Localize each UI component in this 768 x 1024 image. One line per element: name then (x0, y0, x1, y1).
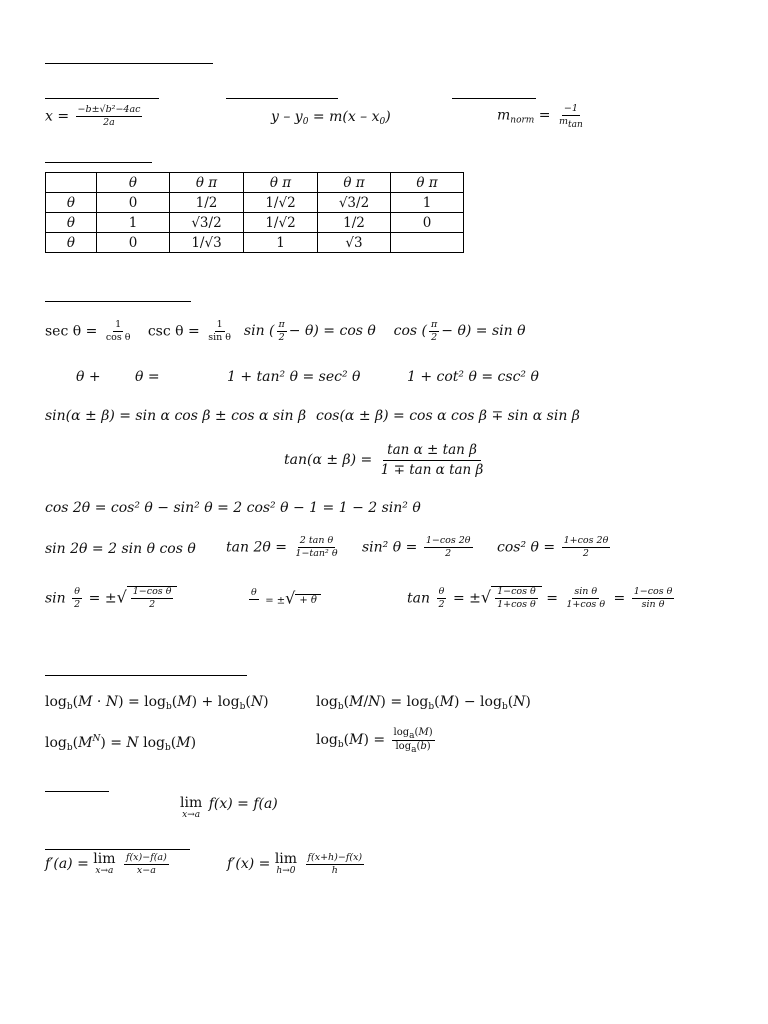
table-cell: 0 (97, 193, 170, 213)
table-row (46, 233, 464, 253)
table-cell (391, 233, 464, 253)
tan-half-angle: tan $\frac{\theta}{2}$ = ±√ $\frac{\text{1−cos θ}}{\text{1+cos θ}}$ = $\frac{\text{sin θ}}{\text{1+cos θ}}$ = $\frac{\text{1−cos θ}}{\text{sin θ}}$ (407, 586, 673, 610)
pythagorean-4: 1 + cot² θ = csc² θ (407, 369, 539, 385)
heading-rule-trig-table (45, 162, 152, 163)
heading-rule-quadratic (45, 98, 159, 99)
log-quotient-rule: $\log_b(M/N) = \log_b(M) - \log_b(N)$ (316, 694, 531, 712)
sin-half-angle: sin $\frac{\theta}{2}$ = ±√ $\frac{\text{1−cos θ}}{2}$ (45, 586, 177, 610)
cos-double-angle: cos 2θ = cos² θ − sin² θ = 2 cos² θ − 1 = 1 − 2 sin² θ (45, 500, 421, 516)
heading-rule-identities (45, 301, 191, 302)
heading-rule-derivative (45, 849, 190, 850)
table-cell: 0 (391, 213, 464, 233)
table-cell: 1/2 (170, 193, 244, 213)
table-cell: θ π (391, 173, 464, 193)
sin-squared-formula: sin² θ = $\frac{1-\cos 2\theta}{2}$ (362, 535, 471, 559)
derivative-function: f′(x) = lim h→0 $\frac{f(x+h)-f(x)}{h}$ (227, 851, 363, 876)
tan-sum-formula: tan(α ± β) = $\frac{\text{tan α ± tan β}}{\text{1 ∓ tan α tan β}}$ (284, 442, 484, 479)
reciprocal-identities: sec θ = $\frac{1}{\text{cos θ}}$ csc θ = $\frac{1}{\text{sin θ}}$ sin ( $\frac{\pi}{2}$ − θ) = cos θ cos ( $\frac{\pi}{2}$ − θ) = sin θ (45, 319, 526, 343)
sin-sum-formula: sin(α ± β) = sin α cos β ± cos α sin β (45, 408, 307, 424)
derivative-at-point: f′(a) = lim x→a $\frac{f(x)-f(a)}{x-a}$ (45, 851, 167, 876)
pythagorean-2: θ = (135, 369, 160, 385)
table-header-row (46, 173, 464, 193)
trig-values-table (45, 172, 464, 253)
table-cell: θ (46, 213, 97, 233)
table-cell: θ (46, 233, 97, 253)
table-row (46, 193, 464, 213)
table-cell: θ π (244, 173, 318, 193)
limit-continuity: lim x→a f(x) = f(a) (180, 795, 278, 820)
quadratic-formula: x = $\frac{\text{−b±√b²−4ac}}{2a}$ (45, 104, 141, 128)
heading-rule-normal (452, 98, 536, 99)
heading-rule-point-slope (226, 98, 338, 99)
heading-rule-1 (45, 63, 213, 64)
cos-squared-formula: cos² θ = $\frac{1+\cos 2\theta}{2}$ (497, 535, 609, 559)
table-cell: 1 (244, 233, 318, 253)
heading-rule-logs (45, 675, 247, 676)
table-cell: 0 (97, 233, 170, 253)
tan-double-angle: tan 2θ = $\frac{\text{2 tan θ}}{\text{1−tan² θ}}$ (226, 535, 338, 559)
table-row (46, 213, 464, 233)
log-power-rule: $\log_b(M^N) = N$ $\log_b(M)$ (45, 734, 197, 753)
cos-half-angle: θ = ±√ + θ (247, 588, 321, 611)
table-cell: 1 (391, 193, 464, 213)
table-cell: √3/2 (318, 193, 391, 213)
table-cell: √3/2 (170, 213, 244, 233)
table-cell: θ π (170, 173, 244, 193)
table-cell: √3 (318, 233, 391, 253)
log-product-rule: $\log_b(M \cdot N) = \log_b(M) + \log_b(N)$ (45, 694, 269, 712)
table-cell: 1/√2 (244, 193, 318, 213)
table-cell: θ (97, 173, 170, 193)
table-cell: 1 (97, 213, 170, 233)
table-cell: 1/√3 (170, 233, 244, 253)
table-cell: θ (46, 193, 97, 213)
normal-slope-formula: $m_{norm}$ = $\frac{-1}{m_{tan}}$ (497, 103, 583, 130)
heading-rule-limit (45, 791, 109, 792)
table-cell: θ π (318, 173, 391, 193)
cos-sum-formula: cos(α ± β) = cos α cos β ∓ sin α sin β (316, 408, 580, 424)
log-change-of-base: $\log_b(M)$ = $\frac{\log_a(M)}{\log_a(b)}$ (316, 727, 433, 755)
point-slope-formula: $y - y_0 = m(x - x_0)$ (271, 109, 391, 127)
table-cell: 1/2 (318, 213, 391, 233)
table-cell (46, 173, 97, 193)
table-cell: 1/√2 (244, 213, 318, 233)
sin-double-angle: sin 2θ = 2 sin θ cos θ (45, 541, 196, 557)
pythagorean-3: 1 + tan² θ = sec² θ (227, 369, 361, 385)
pythagorean-1: θ + (76, 369, 101, 385)
